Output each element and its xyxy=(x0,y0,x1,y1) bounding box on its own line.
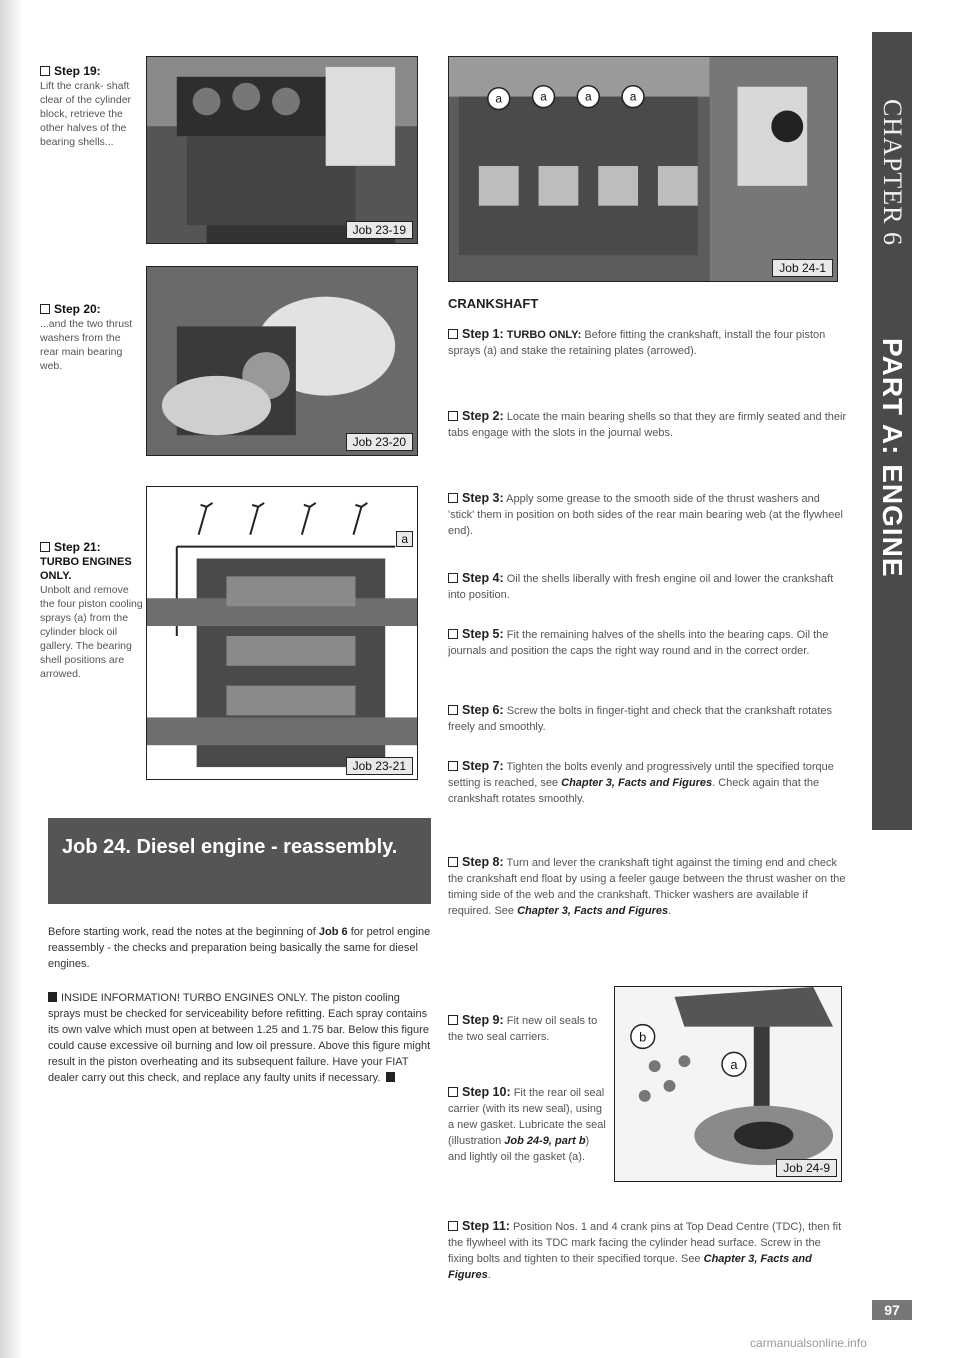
job-ref: Job 24-9, part b xyxy=(504,1135,586,1147)
step-bold: TURBO ENGINES ONLY. xyxy=(40,556,132,582)
step-20 xyxy=(40,302,140,373)
photo-job-24-1 xyxy=(448,56,838,282)
photo-job-23-21 xyxy=(146,486,418,780)
step-checkbox[interactable] xyxy=(448,705,458,715)
chapter-ref: Chapter 3, Facts and Figures xyxy=(517,905,669,917)
step-label: Step 8: xyxy=(462,855,504,869)
step-label: Step 3: xyxy=(462,491,504,505)
job-ref: Job 6 xyxy=(318,926,348,938)
step-11 xyxy=(448,1218,848,1283)
step-checkbox[interactable] xyxy=(448,329,458,339)
step-text: Oil the shells liberally with fresh engine oil and lower the crankshaft into position. xyxy=(448,573,834,601)
step-label: Step 1: xyxy=(462,327,504,341)
step-label: Step 7: xyxy=(462,759,504,773)
step-checkbox[interactable] xyxy=(448,629,458,639)
photo-job-23-19 xyxy=(146,56,418,244)
info-end-icon xyxy=(386,1072,395,1082)
step-text: Position Nos. 1 and 4 crank pins at Top Dead Centre (TDC), then fit the flywheel with its TDC mark facing the cylinder head surface. Screw in the fixing bolts and tighten to their specified torque. See xyxy=(448,1221,842,1265)
gasket-label-a: a xyxy=(730,1057,738,1073)
spray-label-a: a xyxy=(629,89,637,104)
step-label: Step 6: xyxy=(462,703,504,717)
step-2 xyxy=(448,408,848,441)
step-text: Apply some grease to the smooth side of the thrust washers and 'stick' them in position on both sides of the rear main bearing web (at the flywheel end). xyxy=(448,493,843,537)
chapter-ref: Chapter 3, Facts and Figures xyxy=(561,777,713,789)
step-checkbox[interactable] xyxy=(448,1087,458,1097)
photo-engine-block xyxy=(147,57,417,243)
step-label: Step 2: xyxy=(462,409,504,423)
inside-info-text: INSIDE INFORMATION! TURBO ENGINES ONLY. The piston cooling sprays must be checked for serviceability before refitting. Each spray contains its own valve which must open at between 1.25 and 1.75 bar. Below this figure could cause excessive oil burning and low oil pressure. Above this figure might result in the piston overheating and its subsequent failure. Have your FIAT dealer carry out this check, and replace any faulty units if necessary. xyxy=(48,992,431,1084)
spray-label-a: a xyxy=(495,91,503,106)
photo-job-23-20 xyxy=(146,266,418,456)
intro-text-pre: Before starting work, read the notes at the beginning of xyxy=(48,926,316,938)
seal-label-b: b xyxy=(639,1029,647,1045)
section-heading: CRANKSHAFT xyxy=(448,296,539,311)
sidebar-part: PART A: ENGINE xyxy=(877,338,908,578)
step-label: Step 9: xyxy=(462,1013,504,1027)
step-checkbox[interactable] xyxy=(448,573,458,583)
photo-job-24-9 xyxy=(614,986,842,1182)
step-text: Locate the main bearing shells so that they are firmly seated and their tabs engage with the slots in the journal webs. xyxy=(448,411,847,439)
step-checkbox[interactable] xyxy=(448,761,458,771)
step-bold: TURBO ONLY: xyxy=(506,329,582,341)
step-checkbox[interactable] xyxy=(448,857,458,867)
intro-paragraph xyxy=(48,924,433,972)
drawing-cooling-sprays xyxy=(147,487,417,779)
step-label: Step 4: xyxy=(462,571,504,585)
step-label: Step 10: xyxy=(462,1085,511,1099)
label-a: a xyxy=(396,531,413,547)
job-24-banner xyxy=(48,818,431,904)
step-checkbox[interactable] xyxy=(40,66,50,76)
intro-text-post: for petrol engine reassembly - the checks and preparation being basically the same for diesel engines. xyxy=(48,926,431,970)
chapter-sidebar xyxy=(872,32,912,830)
step-text: Turn and lever the crankshaft tight against the timing end and check the crankshaft end float by using a feeler gauge between the thrust washer on the timing side of the web and the crankshaft. Thicker washers are available if required. See xyxy=(448,857,846,917)
step-7 xyxy=(448,758,848,807)
step-10 xyxy=(448,1084,608,1165)
step-8 xyxy=(448,854,848,919)
step-label: Step 5: xyxy=(462,627,504,641)
step-text: Unbolt and remove the four piston cooling sprays (a) from the cylinder block oil gallery. The bearing shell positions are arrowed. xyxy=(40,584,143,680)
step-21 xyxy=(40,540,144,681)
step-text: ...and the two thrust washers from the rear main bearing web. xyxy=(40,318,133,372)
banner-title: Job 24. Diesel engine - reassembly. xyxy=(62,836,398,858)
step-checkbox[interactable] xyxy=(448,1221,458,1231)
spray-label-a: a xyxy=(584,89,592,104)
step-label: Step 20: xyxy=(54,302,101,316)
step-text-post: . Check again that the crankshaft rotates smoothly. xyxy=(448,777,820,805)
step-label: Step 19: xyxy=(54,64,101,78)
step-5 xyxy=(448,626,848,659)
photo-thrust-washers xyxy=(147,267,417,455)
step-checkbox[interactable] xyxy=(448,493,458,503)
figure-tag: Job 24-1 xyxy=(772,259,833,277)
step-1 xyxy=(448,326,848,359)
step-text-post: ) and lightly oil the gasket (a). xyxy=(448,1135,590,1163)
chapter-ref: Chapter 3, Facts and Figures xyxy=(448,1253,812,1281)
page-number: 97 xyxy=(872,1300,912,1320)
page-edge-shadow xyxy=(0,0,22,1358)
step-checkbox[interactable] xyxy=(448,411,458,421)
figure-tag: Job 24-9 xyxy=(776,1159,837,1177)
footer-watermark: carmanualsonline.info xyxy=(750,1336,867,1350)
step-9 xyxy=(448,1012,608,1045)
step-4 xyxy=(448,570,848,603)
step-text: Fit the rear oil seal carrier (with its new seal), using a new gasket. Lubricate the seal (illustration xyxy=(448,1087,606,1147)
sidebar-chapter: CHAPTER 6 xyxy=(878,98,907,246)
step-text: Fit the remaining halves of the shells into the bearing caps. Oil the journals and position the caps the right way round and in the correct order. xyxy=(448,629,829,657)
step-6 xyxy=(448,702,848,735)
step-text-post: . xyxy=(487,1269,491,1281)
photo-seal-carrier xyxy=(615,987,841,1181)
step-19 xyxy=(40,64,140,149)
figure-tag: Job 23-19 xyxy=(346,221,413,239)
step-text: Before fitting the crankshaft, install the four piston sprays (a) and stake the retaining plates (arrowed). xyxy=(448,329,826,357)
step-text: Screw the bolts in finger-tight and check that the crankshaft rotates freely and smoothly. xyxy=(448,705,833,733)
step-checkbox[interactable] xyxy=(40,542,50,552)
step-text-post: . xyxy=(668,905,672,917)
spray-label-a: a xyxy=(540,89,547,104)
inside-information xyxy=(48,990,433,1086)
step-text: Fit new oil seals to the two seal carriers. xyxy=(448,1015,598,1043)
step-text: Tighten the bolts evenly and progressively until the specified torque setting is reached, see xyxy=(448,761,834,789)
info-marker-icon xyxy=(48,992,57,1002)
step-label: Step 21: xyxy=(54,540,101,554)
step-text: Lift the crank- shaft clear of the cylinder block, retrieve the other halves of the bearing shells... xyxy=(40,80,132,148)
photo-piston-sprays xyxy=(449,57,837,281)
step-checkbox[interactable] xyxy=(448,1015,458,1025)
figure-tag: Job 23-20 xyxy=(346,433,413,451)
step-checkbox[interactable] xyxy=(40,304,50,314)
step-label: Step 11: xyxy=(462,1219,510,1233)
figure-tag: Job 23-21 xyxy=(346,757,413,775)
step-3 xyxy=(448,490,848,539)
